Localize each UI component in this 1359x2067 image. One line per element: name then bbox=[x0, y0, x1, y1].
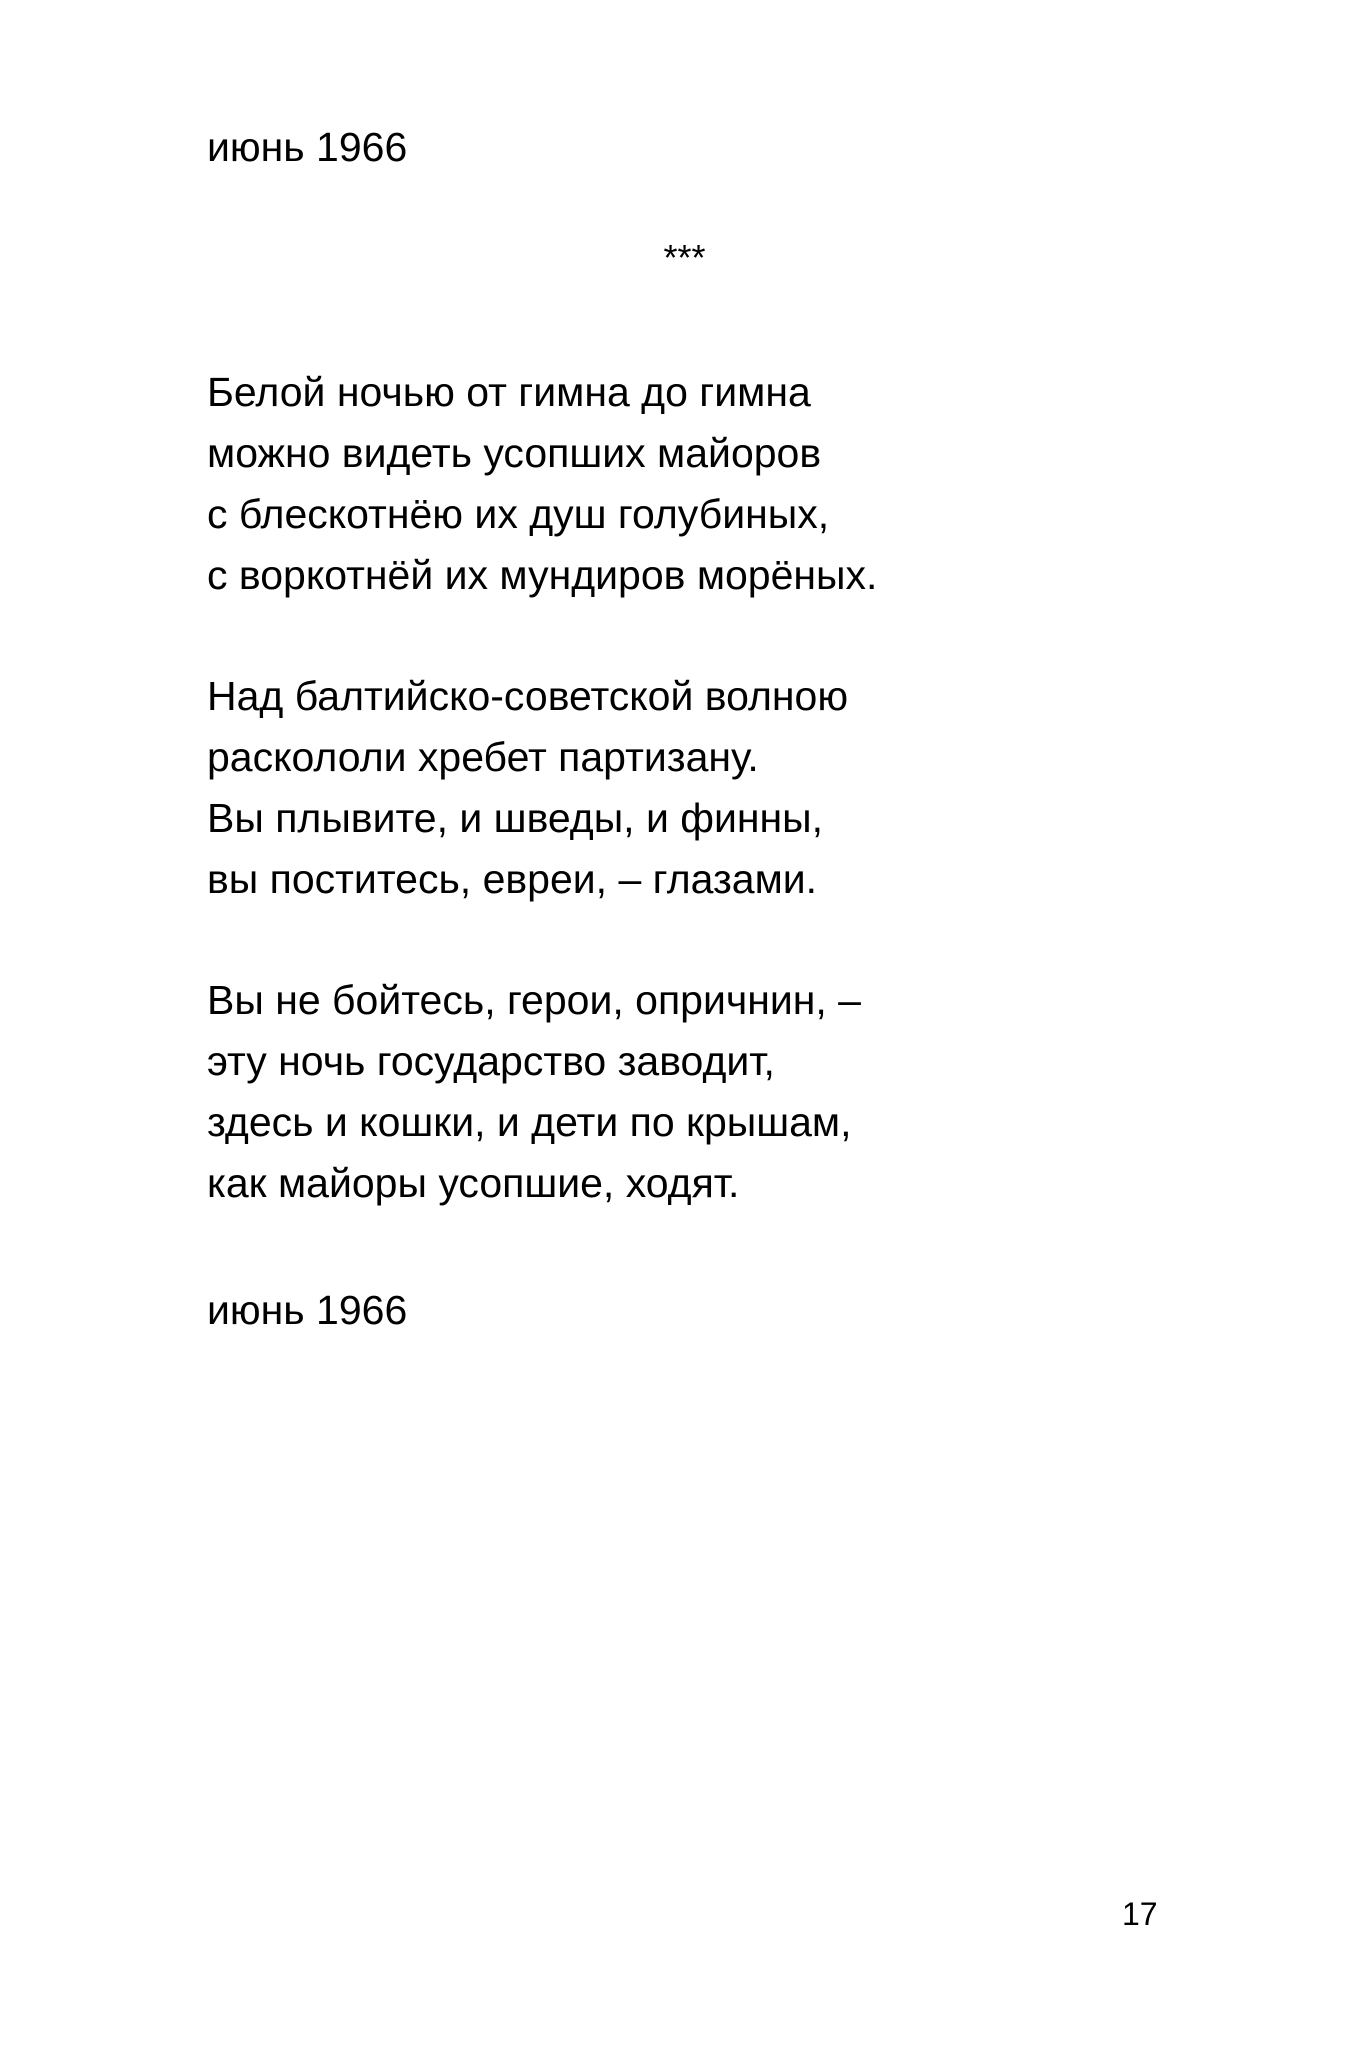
verse-line: Вы плывите, и шведы, и финны, bbox=[207, 795, 824, 841]
verse-line: вы поститесь, евреи, – глазами. bbox=[207, 856, 818, 902]
stanza-2 bbox=[207, 666, 848, 910]
verse-line: здесь и кошки, и дети по крышам, bbox=[207, 1099, 852, 1145]
verse-line: с воркотнёй их мундиров морёных. bbox=[207, 552, 878, 598]
verse-line: Вы не бойтесь, герои, опричнин, – bbox=[207, 977, 861, 1023]
verse-line: как майоры усопшие, ходят. bbox=[207, 1160, 740, 1206]
verse-line: Над балтийско-советской волною bbox=[207, 673, 849, 719]
verse-line: с блескотнёю их душ голубиных, bbox=[207, 491, 830, 537]
stanza-1 bbox=[207, 362, 877, 606]
verse-line: эту ночь государство заводит, bbox=[207, 1038, 775, 1084]
verse-line: Белой ночью от гимна до гимна bbox=[207, 369, 811, 415]
page-number: 17 bbox=[1122, 1896, 1158, 1932]
stanza-3 bbox=[207, 970, 861, 1214]
verse-line: можно видеть усопших майоров bbox=[207, 430, 822, 476]
poem-separator: *** bbox=[663, 237, 706, 278]
verse-line: раскололи хребет партизану. bbox=[207, 734, 759, 780]
previous-poem-date: июнь 1966 bbox=[207, 124, 408, 170]
poem-date: июнь 1966 bbox=[207, 1287, 408, 1333]
